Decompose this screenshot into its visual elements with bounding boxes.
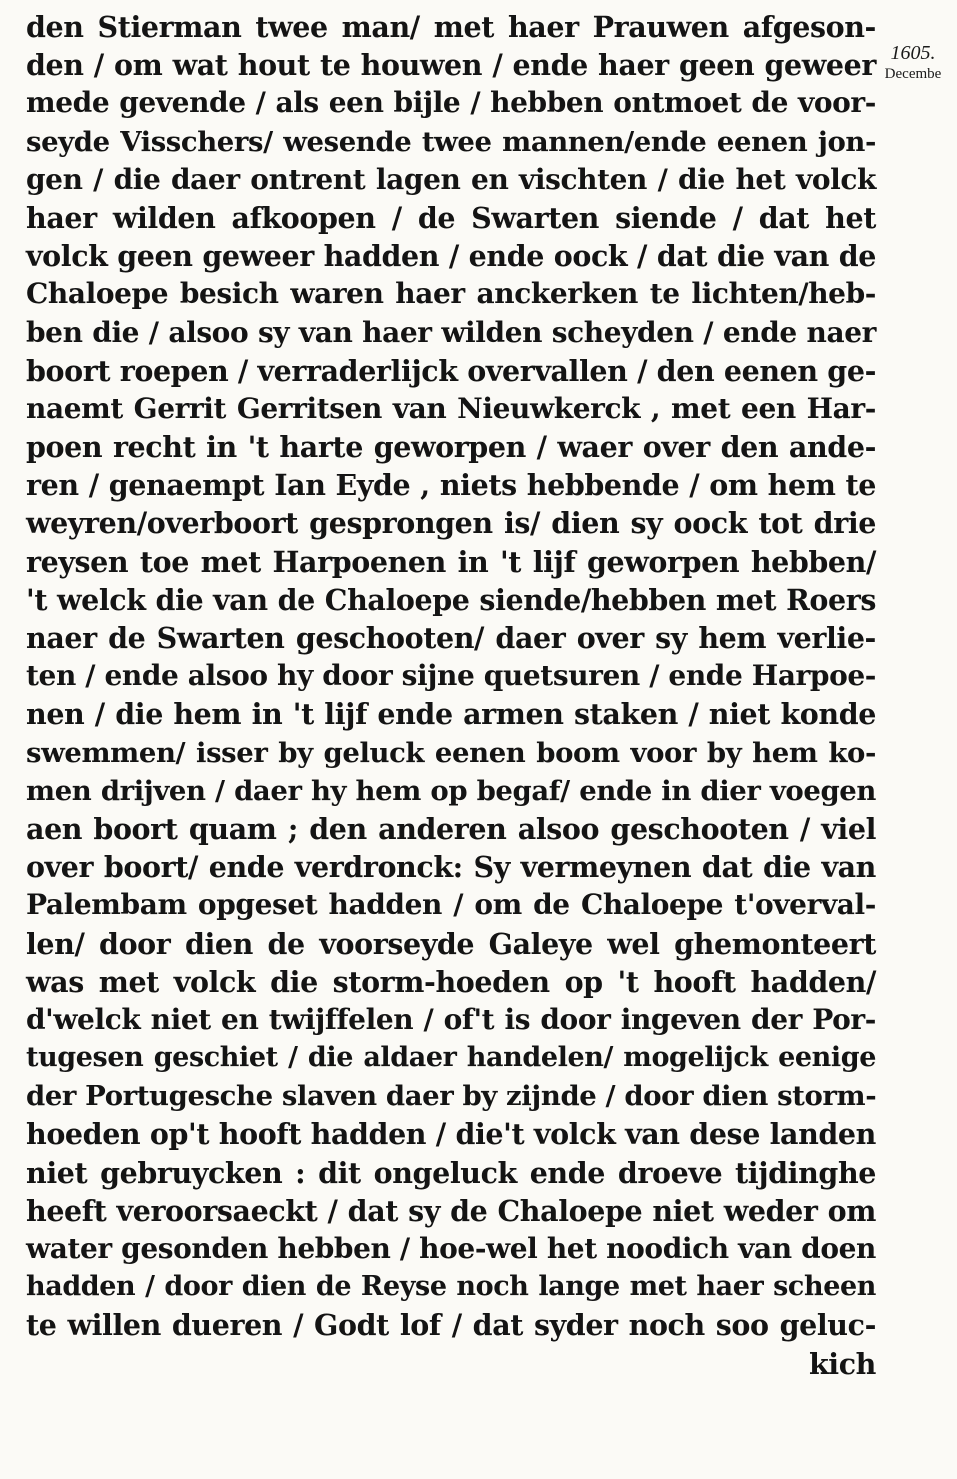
text-line: seyde Visschers/ wesende twee mannen/ende eenen jon-: [26, 125, 876, 158]
text-line: volck geen geweer hadden / ende oock / dat die van de: [26, 239, 876, 274]
text-line: swemmen/ isser by geluck eenen boom voor by hem ko-: [26, 736, 876, 769]
text-line: Palembam opgeset hadden / om de Chaloepe t'overval-: [26, 888, 876, 922]
text-line: water gesonden hebben / hoe-wel het noodich van doen: [26, 1232, 876, 1265]
text-line: te willen dueren / Godt lof / dat syder noch soo geluc-: [26, 1308, 876, 1343]
text-line: naemt Gerrit Gerritsen van Nieuwkerck , met een Har-: [26, 391, 876, 425]
text-line: den Stierman twee man/ met haer Prauwen afgeson-: [26, 10, 876, 44]
text-line: nen / die hem in 't lijf ende armen staken / niet konde: [26, 697, 876, 732]
text-line: hoeden op't hooft hadden / die't volck van dese landen: [26, 1117, 876, 1152]
text-line: naer de Swarten geschooten/ daer over sy hem verlie-: [26, 621, 876, 655]
text-line: over boort/ ende verdronck: Sy vermeynen dat die van: [26, 850, 876, 885]
text-line: Chaloepe besich waren haer anckerken te lichten/heb-: [26, 277, 876, 311]
text-line: men drijven / daer hy hem op begaf/ ende in dier voegen: [26, 774, 876, 807]
text-line: ten / ende alsoo hy door sijne quetsuren / ende Harpoe-: [26, 659, 876, 693]
text-line: der Portugesche slaven daer by zijnde / door dien storm-: [26, 1080, 877, 1113]
margin-month: Decembe: [884, 66, 942, 82]
text-line: mede gevende / als een bijle / hebben ontmoet de voor-: [26, 86, 876, 120]
margin-note: [876, 42, 950, 84]
text-line: haer wilden afkoopen / de Swarten siende / dat het: [26, 200, 876, 235]
text-line: ren / genaempt Ian Eyde , niets hebbende / om hem te: [26, 468, 876, 503]
text-line: niet gebruycken : dit ongeluck ende droeve tijdinghe: [26, 1155, 876, 1190]
text-line: d'welck niet en twijffelen / of't is door ingeven der Por-: [26, 1002, 876, 1036]
text-line: reysen toe met Harpoenen in 't lijf geworpen hebben/: [26, 544, 876, 579]
text-line: heeft veroorsaeckt / dat sy de Chaloepe niet weder om: [26, 1193, 876, 1228]
catchword: kich: [808, 1346, 876, 1381]
text-line: den / om wat hout te houwen / ende haer geen geweer: [26, 48, 876, 83]
text-line: was met volck die storm-hoeden op 't hooft hadden/: [26, 964, 876, 999]
text-line: aen boort quam ; den anderen alsoo geschooten / viel: [26, 811, 876, 846]
text-line: tugesen geschiet / die aldaer handelen/ mogelijck eenige: [26, 1042, 876, 1074]
text-line: gen / die daer ontrent lagen en vischten / die het volck: [26, 162, 876, 196]
text-line: ben die / alsoo sy van haer wilden scheyden / ende naer: [26, 315, 876, 349]
text-line: 't welck die van de Chaloepe siende/hebben met Roers: [26, 582, 876, 617]
margin-year: 1605.: [890, 42, 936, 64]
text-line: boort roepen / verraderlijck overvallen / den eenen ge-: [26, 353, 876, 388]
body-text: [26, 8, 876, 1383]
text-line: poen recht in 't harte geworpen / waer over den ande-: [26, 430, 876, 465]
text-line: weyren/overboort gesprongen is/ dien sy oock tot drie: [26, 506, 876, 541]
text-line: len/ door dien de voorseyde Galeye wel ghemonteert: [26, 926, 876, 961]
text-line: hadden / door dien de Reyse noch lange met haer scheen: [26, 1271, 876, 1303]
